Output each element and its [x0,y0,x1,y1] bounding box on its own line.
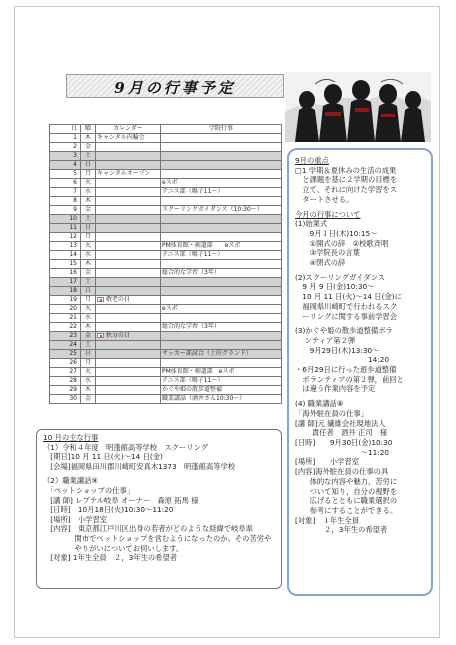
weekday-cell [81,395,96,404]
text-line: 今月の行事について [295,209,361,219]
header-day: 日 [50,125,81,134]
calendar-row [50,359,282,368]
school-event-cell [161,269,282,278]
calendar-row [50,161,282,170]
day-cell-text: 9 [73,206,77,213]
calendar-row [50,314,282,323]
day-cell-text: 2 [73,143,77,150]
weekday-cell [81,188,96,197]
text-line: 10 月の主な行事 [43,433,99,442]
day-cell-text: 20 [69,305,77,312]
weekday-cell [81,260,96,269]
weekday-cell [81,179,96,188]
header-calendar: カレンダー [96,125,161,134]
weekday-cell-text: 金 [84,395,91,402]
school-event-cell-text: テニス部（鳴子11～） [162,251,224,258]
weekday-cell [81,161,96,170]
text-line: [講 師]元 繊維会社現地法人 [295,418,386,428]
text-line: [対象] １年生全員 [295,515,360,525]
text-line: 関市でペットショップを営むようになったのか。その苦労や [43,533,272,543]
school-event-cell [161,395,282,404]
day-cell [50,197,81,206]
day-cell-text: 16 [69,269,77,276]
calendar-row [50,332,282,341]
day-cell [50,296,81,305]
day-cell-text: 10 [69,215,77,222]
calendar-cell [96,170,161,179]
school-event-cell-text: eスポ [162,179,178,186]
text-line: (4) 職業講話⑧ [295,399,344,409]
day-cell [50,395,81,404]
calendar-row [50,341,282,350]
day-cell [50,143,81,152]
text-line: と課題を基に２学期の目標を [295,175,398,185]
header-photo [285,72,431,142]
text-line: 「ペットショップの仕事」 [43,485,135,495]
calendar-row [50,206,282,215]
day-cell-text: 22 [69,323,77,330]
day-cell-text: 30 [69,395,77,402]
calendar-cell [96,197,161,206]
weekday-cell [81,170,96,179]
day-cell-text: 25 [69,350,77,357]
text-line: （1）令和４年度 明蓬館高等学校 スクーリング [43,442,209,452]
calendar-cell [96,242,161,251]
calendar-cell [96,350,161,359]
school-event-cell [161,323,282,332]
text-line: 10 月 11 日(火)～14 日(金)に [295,292,402,302]
calendar-row [50,188,282,197]
calendar-cell [96,179,161,188]
calendar-row [50,350,282,359]
day-cell-text: 29 [69,386,77,393]
weekday-cell-text: 木 [84,323,91,330]
header-weekday: 曜 [81,125,96,134]
day-cell-text: 23 [69,332,77,339]
day-cell-text: 14 [69,251,77,258]
day-cell [50,242,81,251]
weekday-cell-text: 金 [84,332,91,339]
calendar-row [50,152,282,161]
school-event-cell [161,188,282,197]
calendar-row [50,278,282,287]
school-event-cell-text: eスポ [162,305,178,312]
weekday-cell [81,341,96,350]
day-cell [50,260,81,269]
day-cell [50,332,81,341]
text-line: [期日]10 月 11 日(火)～14 日(金) [43,452,163,462]
school-event-cell-text: 職業講話（酒井さん10:30～） [162,395,246,402]
weekday-cell-text: 水 [84,377,91,384]
school-event-cell [161,278,282,287]
day-cell-text: 3 [73,152,77,159]
school-event-cell [161,341,282,350]
day-cell-text: 28 [69,377,77,384]
day-cell-text: 5 [73,170,77,177]
weekday-cell [81,368,96,377]
day-cell-text: 21 [69,314,77,321]
text-line: 9月29日(木)13:30～ [295,345,380,355]
calendar-row [50,170,282,179]
text-line: (3)かぐや姫の散歩道整備ボラ [295,326,393,336]
school-event-cell [161,332,282,341]
text-line: [場所] 小学習室 [295,457,360,467]
weekday-cell [81,296,96,305]
day-cell-text: 11 [69,224,77,231]
text-line: [日時] 9月30日(金)10:30 [295,437,393,447]
weekday-cell [81,233,96,242]
weekday-cell-text: 土 [84,152,91,159]
day-cell [50,350,81,359]
school-event-cell [161,206,282,215]
school-event-cell [161,350,282,359]
weekday-cell-text: 水 [84,188,91,195]
day-cell [50,134,81,143]
calendar-cell [96,260,161,269]
calendar-cell [96,287,161,296]
school-event-cell-text: 総合的な学習（3年） [162,323,220,330]
calendar-cell [96,215,161,224]
calendar-row [50,215,282,224]
calendar-cell [96,206,161,215]
text-line: ２，3年生の希望者 [295,525,388,535]
weekday-cell-text: 金 [84,206,91,213]
day-cell [50,305,81,314]
weekday-cell-text: 日 [84,224,91,231]
day-cell [50,188,81,197]
weekday-cell-text: 木 [84,260,91,267]
calendar-row [50,251,282,260]
school-event-cell [161,305,282,314]
calendar-cell [96,134,161,143]
calendar-cell [96,251,161,260]
text-line: 9月の重点 [295,156,329,165]
text-line: ・6月29日に行った遊歩道整備 [295,365,397,375]
weekday-cell [81,287,96,296]
day-cell-text: 17 [69,278,77,285]
text-line: （2）職業講話⑨ [43,476,98,486]
japan-flag-icon [97,297,104,302]
weekday-cell-text: 月 [84,170,91,177]
text-line: は違う作業内容を予定 [295,384,376,394]
day-cell [50,359,81,368]
text-line: やりがいについてお伺いします。 [43,543,184,553]
japan-flag-icon [97,333,104,338]
weekday-cell-text: 水 [84,251,91,258]
weekday-cell [81,332,96,341]
calendar-row [50,179,282,188]
day-cell [50,233,81,242]
school-event-cell [161,215,282,224]
day-cell [50,206,81,215]
calendar-row [50,269,282,278]
school-event-cell [161,224,282,233]
school-event-cell [161,386,282,395]
text-line: [場所] 小学習室 [43,514,108,524]
calendar-cell [96,341,161,350]
day-cell [50,287,81,296]
text-line: 9 月 9 日(金)10:30～ [295,282,375,292]
calendar-row [50,296,282,305]
calendar-row [50,395,282,404]
weekday-cell-text: 金 [84,143,91,150]
text-line: ンティア第２弾 [295,335,356,345]
day-cell [50,314,81,323]
day-cell-text: 6 [73,179,77,186]
school-event-cell [161,359,282,368]
school-event-cell-text: テニス部（鳴子11～） [162,377,224,384]
weekday-cell [81,350,96,359]
calendar-cell-text: キャンタルオープン [97,170,151,177]
day-cell-text: 18 [69,287,77,294]
title-banner [66,74,284,98]
day-cell [50,152,81,161]
text-line: 参考にすることができる。 [295,505,398,515]
weekday-cell [81,269,96,278]
school-event-cell-text: サッカー部試合（土田グランド） [162,350,252,357]
weekday-cell-text: 月 [84,233,91,240]
calendar-cell [96,368,161,377]
text-line: 広げるとともに職業選択の [295,496,398,506]
text-line: ③学院長の言葉 [295,248,360,258]
calendar-cell [96,359,161,368]
weekday-cell [81,278,96,287]
calendar-row [50,386,282,395]
day-cell-text: 27 [69,368,77,375]
calendar-cell [96,377,161,386]
day-cell-text: 15 [69,260,77,267]
calendar-cell-text: 秋分の日 [106,332,131,339]
day-cell-text: 4 [73,161,77,168]
weekday-cell-text: 火 [84,179,91,186]
text-line: (1)始業式 [295,219,328,229]
text-line: [講 師] レプテル岐阜 オーナー 森原 拓馬 様 [43,495,199,505]
calendar-cell [96,296,161,305]
text-line: 責任者 酒井 正司 様 [295,428,388,438]
weekday-cell [81,251,96,260]
calendar-row [50,287,282,296]
weekday-cell-text: 火 [84,368,91,375]
weekday-cell [81,314,96,323]
text-line: 福岡県川崎町で行われるスク [295,301,398,311]
text-line: (2)スクーリングガイダンス [295,272,386,282]
school-event-cell-text: テニス部（鳴子11～） [162,188,224,195]
weekday-cell-text: 土 [84,278,91,285]
calendar-row [50,368,282,377]
school-event-cell-text: PM体育館・剣道部 eスポ [162,242,241,249]
day-cell-text: 12 [69,233,77,240]
school-event-cell [161,242,282,251]
calendar-cell [96,332,161,341]
school-event-cell [161,377,282,386]
school-event-cell-text: スクーリングガイダンス（10:30～） [162,206,263,213]
day-cell-text: 1 [73,134,77,141]
calendar-row [50,197,282,206]
school-event-cell [161,152,282,161]
school-event-cell [161,161,282,170]
weekday-cell [81,143,96,152]
school-event-cell [161,170,282,179]
text-line: ついて知り，自分の視野を [295,486,398,496]
text-line: タートさせる。 [295,194,354,204]
weekday-cell-text: 土 [84,341,91,348]
day-cell [50,386,81,395]
calendar-row [50,143,282,152]
calendar-cell [96,314,161,323]
calendar-cell [96,143,161,152]
weekday-cell-text: 月 [84,359,91,366]
school-event-cell [161,296,282,305]
page-title: 9月の行事予定 [114,79,236,97]
weekday-cell [81,305,96,314]
school-event-cell [161,143,282,152]
weekday-cell [81,377,96,386]
text-line: □1 学期＆夏休みの生活の成果 [295,165,397,175]
school-event-cell [161,251,282,260]
text-line: ーリングに関する事前学習会 [295,311,398,321]
school-event-cell [161,134,282,143]
september-calendar [49,124,282,404]
text-line: [内容] 東京都江戸川区出身の若者がどのような経緯で岐阜県 [43,524,254,534]
calendar-row [50,305,282,314]
calendar-row [50,134,282,143]
weekday-cell-text: 月 [84,296,91,303]
day-cell [50,179,81,188]
day-cell [50,341,81,350]
weekday-cell [81,197,96,206]
calendar-cell [96,161,161,170]
weekday-cell [81,323,96,332]
text-line: ①開式の辞 ②校歌斉唱 [295,238,389,248]
weekday-cell-text: 日 [84,161,91,168]
text-line: ボランティアの第２弾，前回と [295,374,404,384]
calendar-row [50,233,282,242]
calendar-cell-text: キャンタル内輪会 [97,134,145,141]
calendar-cell [96,323,161,332]
calendar-cell [96,305,161,314]
school-event-cell-text: 総合的な学習（3年） [162,269,220,276]
school-event-cell [161,287,282,296]
day-cell [50,251,81,260]
calendar-cell [96,152,161,161]
calendar-cell [96,278,161,287]
day-cell [50,224,81,233]
day-cell [50,323,81,332]
weekday-cell-text: 火 [84,305,91,312]
weekday-cell-text: 木 [84,197,91,204]
school-event-cell-text: かぐや姫の散歩道整備 [162,386,223,393]
weekday-cell [81,242,96,251]
day-cell [50,377,81,386]
school-event-cell [161,233,282,242]
text-line: 「海外駐在員の仕事」 [295,408,368,418]
calendar-row [50,260,282,269]
calendar-row [50,377,282,386]
calendar-cell [96,269,161,278]
calendar-header-row [50,125,282,134]
weekday-cell-text: 木 [84,134,91,141]
weekday-cell-text: 金 [84,269,91,276]
calendar-cell [96,395,161,404]
weekday-cell [81,134,96,143]
day-cell [50,278,81,287]
text-line: [内容]海外駐在員の仕事の具 [295,467,389,477]
calendar-cell [96,386,161,395]
text-line: ④閉式の辞 [295,258,346,268]
weekday-cell-text: 木 [84,386,91,393]
text-line: ～11:20 [295,447,389,457]
school-event-cell-text: PM体育館・剣道部 eスポ [162,368,235,375]
day-cell [50,215,81,224]
calendar-cell [96,233,161,242]
weekday-cell-text: 土 [84,215,91,222]
calendar-cell [96,224,161,233]
calendar-cell-text: 敬老の日 [106,296,131,303]
day-cell [50,269,81,278]
header-school-events: 学院行事 [161,125,282,134]
school-event-cell [161,314,282,323]
calendar-row [50,224,282,233]
weekday-cell [81,359,96,368]
weekday-cell [81,386,96,395]
school-event-cell [161,179,282,188]
text-line: 立て、それに向けた学習をス [295,185,398,195]
weekday-cell-text: 日 [84,350,91,357]
weekday-cell [81,206,96,215]
text-line: 9月１日(木)10:15～ [295,228,378,238]
weekday-cell [81,152,96,161]
text-line: [対象] 1年生全員 ２，3年生の希望者 [43,553,178,563]
sidebar-box [287,148,433,596]
day-cell-text: 13 [69,242,77,249]
school-event-cell [161,197,282,206]
calendar-body [50,134,282,404]
weekday-cell-text: 火 [84,242,91,249]
day-cell [50,368,81,377]
text-line: 14:20 [295,355,389,365]
day-cell [50,170,81,179]
day-cell-text: 8 [73,197,77,204]
calendar-row [50,242,282,251]
text-line: [会場]福岡県田川郡川崎町安真木1373 明蓬館高等学校 [43,461,236,471]
calendar-row [50,323,282,332]
day-cell-text: 24 [69,341,77,348]
weekday-cell [81,224,96,233]
calendar-cell [96,188,161,197]
text-line: 体的な内容や魅力，苦労に [295,476,398,486]
day-cell-text: 26 [69,359,77,366]
day-cell-text: 19 [69,296,77,303]
day-cell [50,161,81,170]
weekday-cell-text: 日 [84,287,91,294]
weekday-cell-text: 水 [84,314,91,321]
school-event-cell [161,260,282,269]
october-events-box [36,429,282,589]
text-line: [日時] 10月18日(火)10:30～11:20 [43,505,174,515]
weekday-cell [81,215,96,224]
day-cell-text: 7 [73,188,77,195]
school-event-cell [161,368,282,377]
